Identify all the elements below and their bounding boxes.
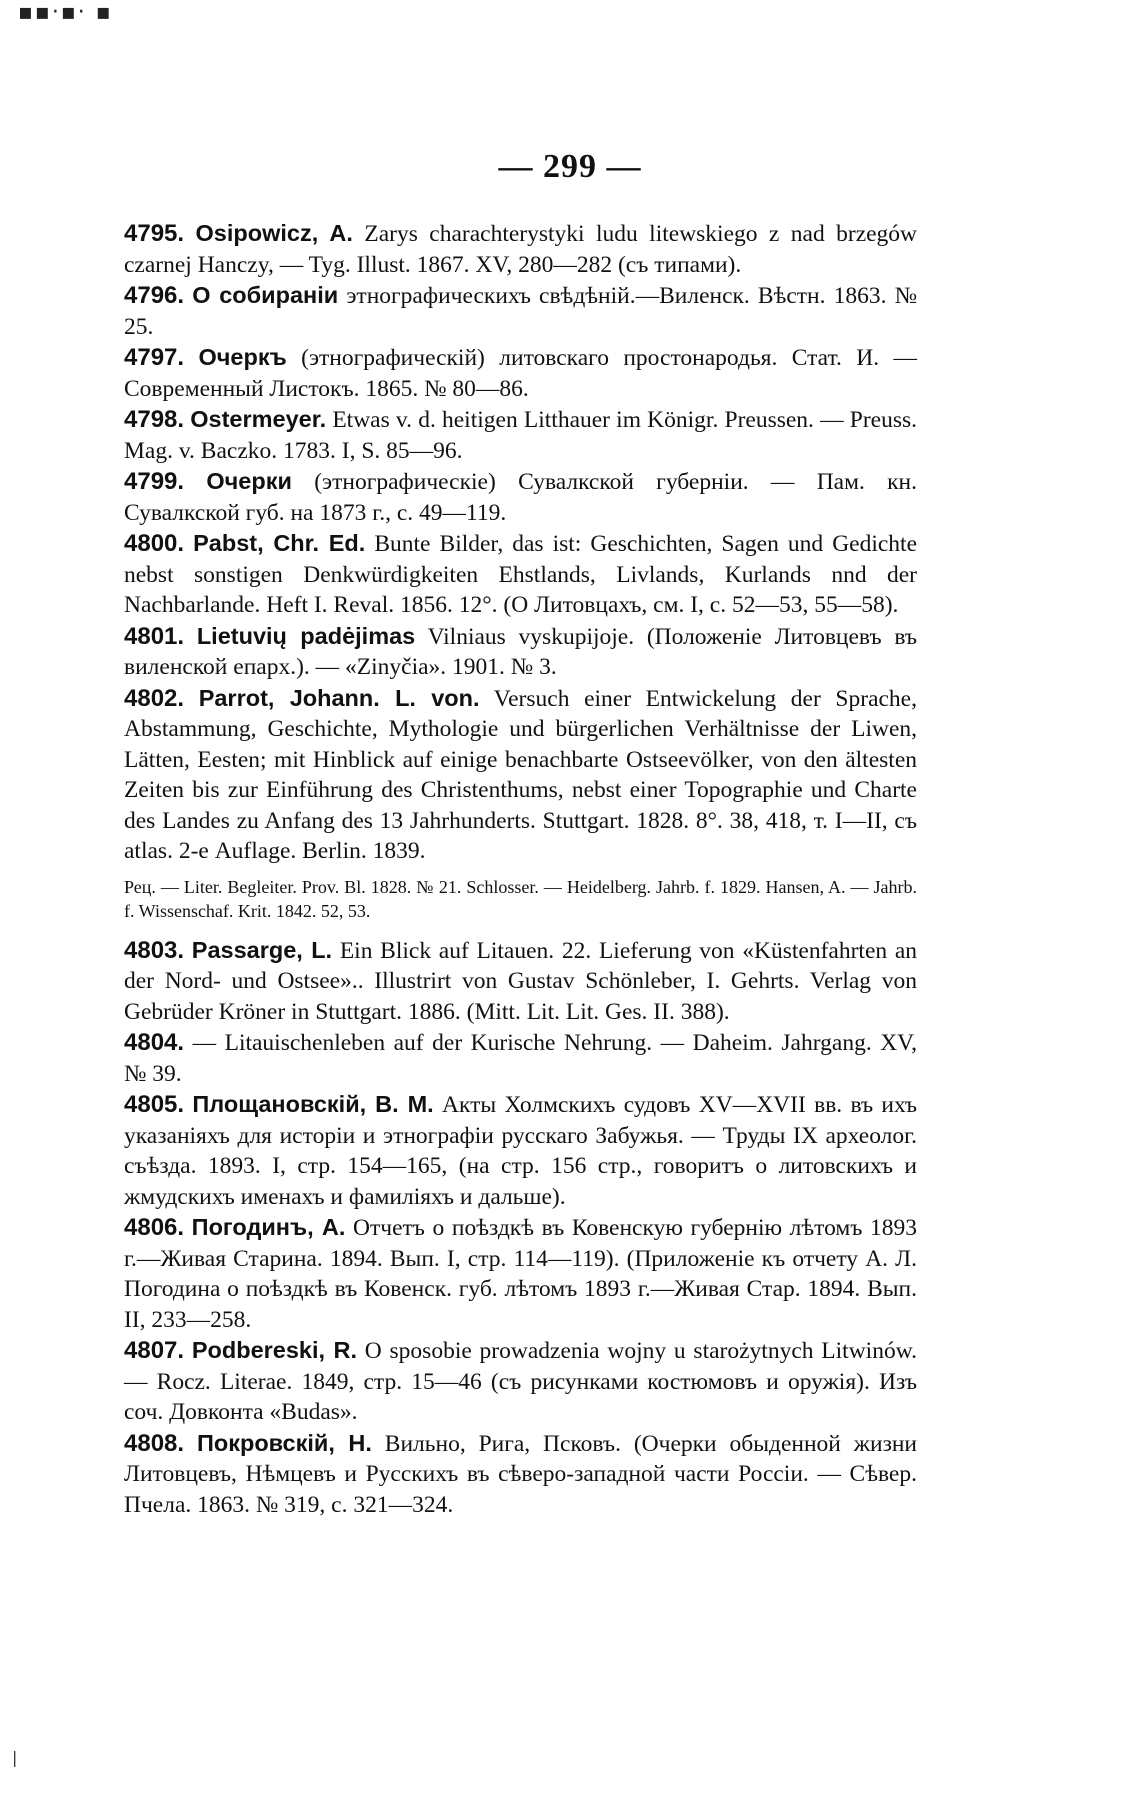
entry-number: 4801. [124,622,185,650]
entry-number: 4797. [124,344,185,371]
entry-text: Акты Холмскихъ судовъ XV—XVII вв. въ ихъ указаніяхъ для исторіи и этнографіи русскаго Забужья. — Труды IX археолог. съѣзда. 1893. I, стр. 154—165, (на стр. 156 стр., говоритъ о литовскихъ и жмудскихъ именахъ и фамиліяхъ и дальше). [124,1092,918,1210]
page-number: — 299 — [498,148,642,185]
entry-4804 [124,1027,917,1089]
entry-author: Погодинъ, А. [191,1214,346,1240]
entry-author: Ostermeyer. [190,406,327,432]
entry-text: Bunte Bilder, das ist: Geschichten, Sagen und Gedichte nebst sonstigen Denkwürdigkeiten Ehstlands, Livlands, Kurlands nnd der Nachbarlande. Heft I. Reval. 1856. 12°. (О Литовцахъ, см. I, с. 52—53, 55—58). [124,531,918,618]
entry-author: Podbereski, R. [191,1337,357,1363]
entry-author: Passarge, L. [191,936,333,963]
entry-4805 [124,1089,917,1212]
entry-number: 4796. [124,282,185,309]
entry-4807 [124,1335,917,1428]
entry-number: 4806. [124,1214,185,1241]
entry-review-note [124,875,917,923]
entry-number: 4808. [124,1429,185,1457]
entry-author: Parrot, Johann. L. von. [198,684,480,711]
entry-4801 [124,621,917,683]
entry-number: 4803. [124,936,185,964]
entry-number: 4798. [124,406,185,433]
entry-4803 [124,935,917,1028]
entry-author: Очеркъ [198,344,287,370]
entry-text: Zarys charachterystyki ludu litewskiego z nad brzegów czarnej Hanczy, — Tyg. Illust. 1867. XV, 280—282 (съ типами). [124,221,918,278]
entry-4800 [124,528,917,621]
entry-text: этнографическихъ свѣдѣній.—Виленск. Вѣстн. 1863. № 25. [124,283,918,340]
review-text: Рец. — Liter. Begleiter. Prov. Bl. 1828. № 21. Schlosser. — Heidelberg. Jahrb. f. 1829. Hansen, A. — Jahrb. f. Wissenschaf. Krit. 1842. 52, 53. [124,876,917,921]
entry-author: Osipowicz, A. [195,220,353,246]
bottom-margin-mark: | [12,1748,18,1767]
entry-number: 4795. [124,220,185,247]
entry-4808 [124,1428,917,1521]
entry-text: Вильно, Рига, Псковъ. (Очерки обыденной жизни Литовцевъ, Нѣмцевъ и Русскихъ въ сѣверо-западной части Россіи. — Сѣвер. Пчела. 1863. № 319, с. 321—324. [124,1430,918,1518]
top-margin-marks: ▪▪·▪· ▪ [18,0,113,25]
entry-4798 [124,404,917,466]
entry-text: (этнографическіе) Сувалкской губерніи. — Пам. кн. Сувалкской губ. на 1873 г., с. 49—119. [124,469,918,526]
entry-4806 [124,1212,917,1335]
entry-4799 [124,466,917,528]
entry-author: Покровскій, Н. [196,1429,372,1456]
entry-number: 4804. [124,1029,185,1056]
entry-number: 4807. [124,1337,185,1364]
entry-author: Lietuvių padėjimas [196,622,416,649]
entry-text: Versuch einer Entwickelung der Sprache, Abstammung, Geschichte, Mythologie und bürgerlichen Verhältnisse der Liwen, Lätten, Eesten; mit Hinblick auf einige benachbarte Ostseevölker, von den ältesten Zeiten bis zur Einführung des Christenthums, nebst einer Topographie und Charte des Landes zu Anfang des 13 Jahrhunderts. Stuttgart. 1828. 8°. 38, 418, т. I—II, съ atlas. 2-е Auflage. Berlin. 1839. [124,685,917,864]
entry-number: 4799. [124,468,185,495]
entry-4797 [124,342,917,404]
entry-text: Etwas v. d. heitigen Litthauer im Königr. Preussen. — Preuss. Mag. v. Baczko. 1783. I, S. 85—96. [124,407,918,464]
entry-number: 4805. [124,1091,185,1118]
entry-text: (этнографическій) литовскаго простонародья. Стат. И. — Современный Листокъ. 1865. № 80—86. [124,345,918,402]
entry-number: 4802. [124,684,185,712]
entry-text: O sposobie prowadzenia wojny u starożytnych Litwinów. — Rocz. Literae. 1849, стр. 15—46 (съ рисунками костюмовъ и оружія). Изъ соч. Довконта «Budas». [124,1338,918,1425]
entry-text: Отчетъ о поѣздкѣ въ Ковенскую губернію лѣтомъ 1893 г.—Живая Старина. 1894. Вып. I, стр. 114—119). (Приложеніе къ отчету А. Л. Погодина о поѣздкѣ въ Ковенск. губ. лѣтомъ 1893 г.—Живая Стар. 1894. Вып. II, 233—258. [124,1215,918,1333]
entry-text: Vilniaus vyskupijoje. (Положеніе Литовцевъ въ виленской епарх.). — «Zinyčia». 1901. № 3. [124,623,918,680]
entry-4795 [124,218,917,280]
entry-number: 4800. [124,530,185,557]
entry-author: Pabst, Chr. Ed. [193,530,366,556]
entry-text: — Litauischenleben auf der Kurische Nehrung. — Daheim. Jahrgang. XV, № 39. [124,1030,917,1087]
entry-author: Площановскій, В. М. [192,1091,434,1117]
bibliography-column [124,218,917,1520]
entry-author: О собираніи [192,282,339,308]
entry-text: Ein Blick auf Litauen. 22. Lieferung von «Küstenfahrten an der Nord- und Ostsee».. Illustrirt von Gustav Schönleber, I. Gehrts. Verlag von Gebrüder Kröner in Stuttgart. 1886. (Mitt. Lit. Lit. Ges. II. 388). [124,937,918,1025]
entry-4802 [124,683,917,867]
entry-author: Очерки [206,468,292,494]
entry-4796 [124,280,917,342]
